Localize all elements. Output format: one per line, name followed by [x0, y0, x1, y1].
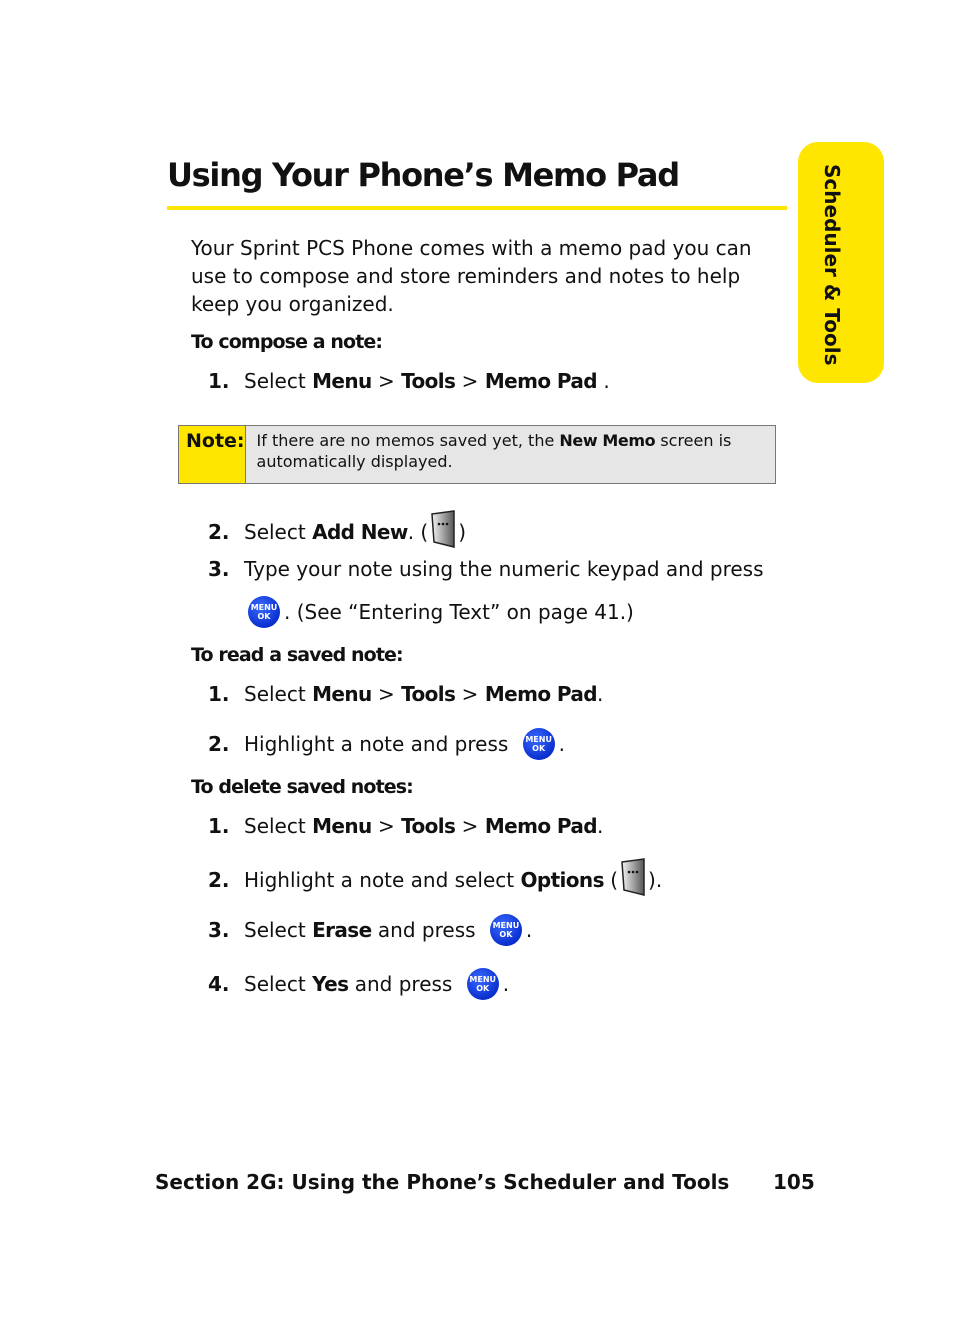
step-text: and press [348, 972, 459, 996]
separator: > [455, 369, 485, 393]
step-text: ). [648, 867, 663, 892]
step-number: 1. [208, 682, 230, 706]
compose-step-3-cont [248, 596, 634, 628]
step-text: ) [458, 519, 467, 544]
softkey-icon [620, 858, 646, 901]
erase-label: Erase [312, 918, 372, 942]
memo-pad-label: Memo Pad [484, 369, 597, 393]
step-text: . [596, 814, 604, 838]
delete-step-4 [208, 968, 509, 1000]
step-text: . ( [407, 519, 429, 544]
step-number: 2. [208, 732, 230, 756]
menu-ok-bottom: OK [257, 612, 271, 621]
menu-label: Menu [312, 682, 372, 706]
step-text: Select [244, 972, 313, 996]
compose-step-1 [208, 369, 610, 393]
step-text: and press [371, 918, 482, 942]
step-text: . [558, 732, 566, 756]
note-text-part: If there are no memos saved yet, the [256, 431, 560, 450]
step-number: 3. [208, 918, 230, 942]
delete-step-1 [208, 814, 603, 838]
footer-section-title: Section 2G: Using the Phone’s Scheduler and Tools [155, 1170, 730, 1194]
separator: > [455, 814, 485, 838]
read-step-2 [208, 728, 565, 760]
step-text: . (See “Entering Text” on page 41.) [284, 600, 634, 624]
step-text: Select [244, 814, 313, 838]
add-new-label: Add New [312, 519, 408, 544]
step-number: 2. [208, 867, 230, 892]
menu-ok-icon [490, 914, 522, 946]
menu-ok-icon [248, 596, 280, 628]
memo-pad-label: Memo Pad [484, 682, 597, 706]
separator: > [371, 682, 402, 706]
step-text: . [596, 369, 610, 393]
compose-step-2 [208, 510, 466, 553]
page-title: Using Your Phone’s Memo Pad [167, 156, 679, 194]
menu-label: Menu [312, 814, 372, 838]
yes-label: Yes [312, 972, 349, 996]
separator: > [371, 369, 402, 393]
menu-ok-top: MENU [492, 921, 520, 930]
step-text: Highlight a note and select [244, 867, 521, 892]
menu-ok-icon [467, 968, 499, 1000]
softkey-icon [430, 510, 456, 553]
intro-paragraph: Your Sprint PCS Phone comes with a memo pad you can use to compose and store reminders and notes to help keep you organized. [191, 236, 752, 316]
step-text: . [525, 918, 533, 942]
tools-label: Tools [401, 814, 456, 838]
read-step-1 [208, 682, 603, 706]
step-number: 2. [208, 519, 230, 544]
menu-label: Menu [312, 369, 372, 393]
delete-step-3 [208, 914, 532, 946]
menu-ok-top: MENU [469, 975, 497, 984]
menu-ok-top: MENU [250, 603, 278, 612]
new-memo-label: New Memo [559, 431, 656, 450]
footer-page-number: 105 [773, 1170, 815, 1194]
note-text [246, 426, 775, 483]
menu-ok-bottom: OK [499, 930, 513, 939]
tools-label: Tools [401, 369, 456, 393]
options-label: Options [520, 867, 604, 892]
menu-ok-top: MENU [525, 735, 552, 744]
step-number: 3. [208, 557, 230, 581]
title-underline [167, 206, 787, 210]
compose-step-3 [208, 557, 764, 581]
memo-pad-label: Memo Pad [484, 814, 597, 838]
step-text: Select [244, 369, 313, 393]
step-text: . [596, 682, 604, 706]
tools-label: Tools [401, 682, 456, 706]
step-text: Type your note using the numeric keypad and press [244, 557, 764, 581]
step-text: Select [244, 682, 313, 706]
delete-step-2 [208, 858, 662, 901]
step-number: 4. [208, 972, 230, 996]
read-heading: To read a saved note: [191, 644, 403, 666]
delete-heading: To delete saved notes: [191, 776, 413, 798]
section-tab-label: Scheduler & Tools [820, 164, 844, 366]
step-number: 1. [208, 369, 230, 393]
separator: > [371, 814, 402, 838]
step-text: Select [244, 918, 313, 942]
separator: > [455, 682, 485, 706]
menu-ok-bottom: OK [476, 984, 490, 993]
step-text: . [502, 972, 510, 996]
step-text: ( [603, 867, 619, 892]
step-text: Highlight a note and press [244, 732, 515, 756]
menu-ok-icon [523, 728, 555, 760]
note-box [178, 425, 776, 484]
note-text-part: screen is automatically displayed. [256, 431, 732, 471]
compose-heading: To compose a note: [191, 331, 383, 353]
step-text: Select [244, 519, 313, 544]
note-label: Note: [179, 426, 246, 483]
menu-ok-bottom: OK [532, 744, 546, 753]
step-number: 1. [208, 814, 230, 838]
